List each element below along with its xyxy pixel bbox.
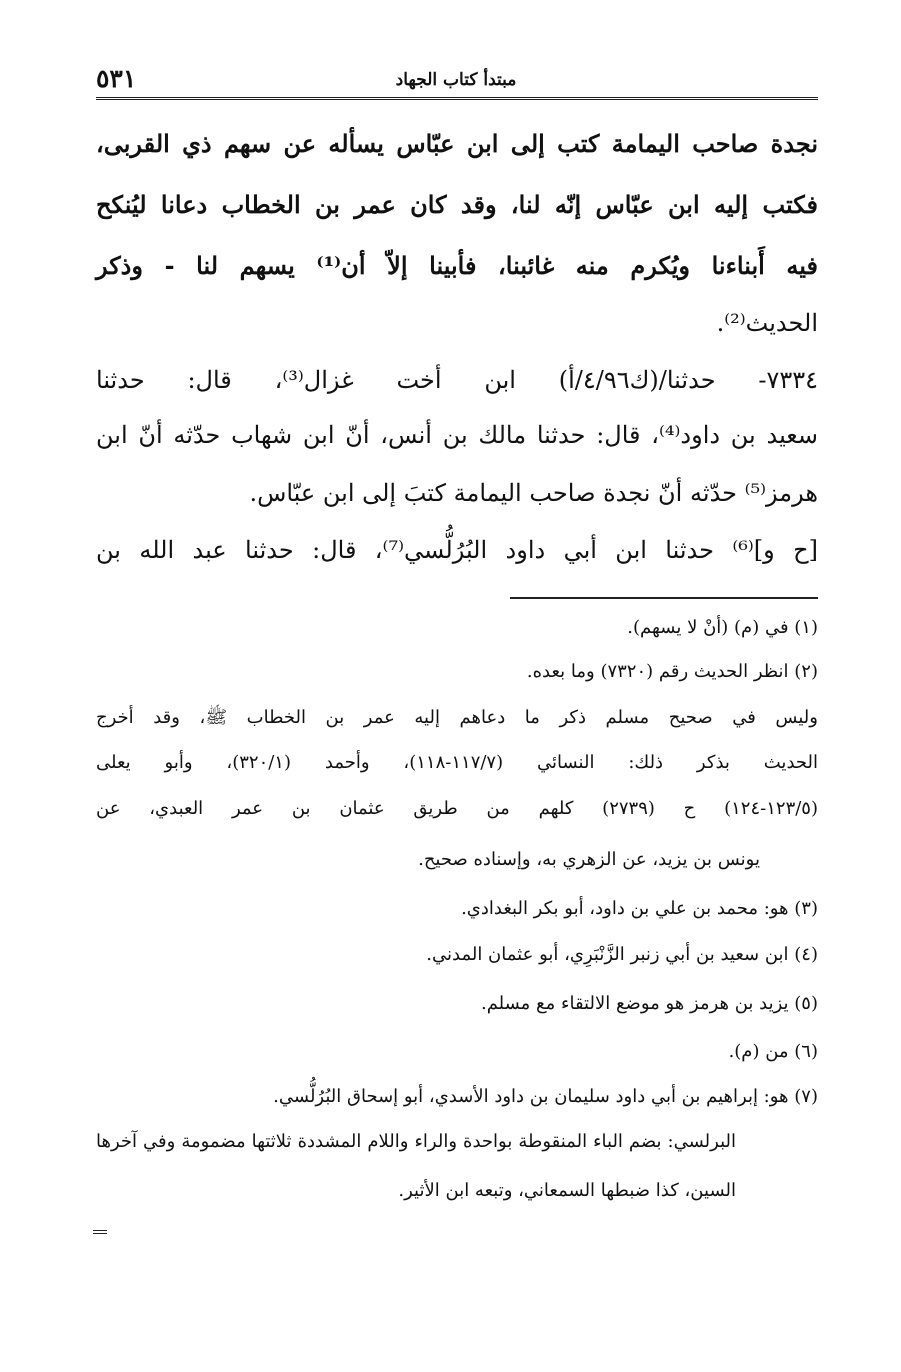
footnote-separator: [510, 597, 818, 599]
footnote-1: (١) في (م) (أنْ لا يسهم).: [627, 617, 818, 638]
footnote-7-continuation: البرلسي: بضم الباء المنقوطة بواحدة والراء واللام المشددة ثلاثتها مضمومة وفي آخرها: [96, 1131, 736, 1152]
main-text-line: فيه أَبناءنا ويُكرم منه غائبنا، فأبينا إلاّ أن⁽¹⁾ يسهم لنا - وذكر: [96, 251, 819, 280]
footnote-5: (٥) يزيد بن هرمز هو موضع الالتقاء مع مسلم.: [480, 993, 818, 1014]
footnote-2-continuation: يونس بن يزيد، عن الزهري به، وإسناده صحيح.: [418, 849, 760, 870]
footnote-4: (٤) ابن سعيد بن أبي زنبر الزَّنْبَرِي، أبو عثمان المدني.: [426, 944, 818, 965]
end-of-page-mark: [93, 1230, 107, 1234]
footnote-3: (٣) هو: محمد بن علي بن داود، أبو بكر البغدادي.: [461, 898, 818, 919]
page-number: ٥٣١: [96, 64, 137, 93]
footnote-7-continuation: السين، كذا ضبطها السمعاني، وتبعه ابن الأثير.: [398, 1180, 736, 1201]
footnote-2-continuation: (١٢٣/٥-١٢٤) ح (٢٧٣٩) كلهم من طريق عثمان بن عمر العبدي، عن: [96, 798, 819, 819]
footnote-2-continuation: وليس في صحيح مسلم ذكر ما دعاهم إليه عمر بن الخطاب ﷺ، وقد أخرج: [96, 707, 818, 728]
header-rule: [96, 97, 818, 100]
main-text-line: نجدة صاحب اليمامة كتب إلى ابن عبّاس يسأله عن سهم ذي القربى،: [96, 129, 818, 158]
hadith-7334-line: ٧٣٣٤- حدثنا/(ك٤/٩٦/أ) ابن أخت غزال⁽³⁾، قال: حدثنا: [96, 366, 819, 394]
main-text-line: هرمز⁽⁵⁾ حدّثه أنّ نجدة صاحب اليمامة كتبَ إلى ابن عبّاس.: [249, 479, 818, 507]
main-text-line: فكتب إليه ابن عبّاس إنّه لنا، وقد كان عمر بن الخطاب دعانا ليُنكح: [96, 190, 818, 219]
footnote-2: (٢) انظر الحديث رقم (٧٣٢٠) وما بعده.: [526, 661, 818, 682]
chapter-title: مبتدأ كتاب الجهاد: [395, 70, 517, 90]
footnote-6: (٦) من (م).: [728, 1041, 818, 1062]
running-header: [96, 62, 816, 96]
footnote-2-continuation: الحديث بذكر ذلك: النسائي (١١٧/٧-١١٨)، وأحمد (٣٢٠/١)، وأبو يعلى: [96, 752, 818, 773]
footnote-7: (٧) هو: إبراهيم بن أبي داود سليمان بن داود الأسدي، أبو إسحاق البُرُلُّسي.: [273, 1086, 818, 1107]
main-text-line: سعيد بن داود⁽⁴⁾، قال: حدثنا مالك بن أنس، أنّ ابن شهاب حدّثه أنّ ابن: [96, 421, 818, 449]
main-text-line: الحديث⁽²⁾.: [716, 309, 818, 337]
main-text-line: [ح و]⁽⁶⁾ حدثنا ابن أبي داود البُرُلُّسي⁽⁷⁾، قال: حدثنا عبد الله بن: [96, 536, 818, 564]
